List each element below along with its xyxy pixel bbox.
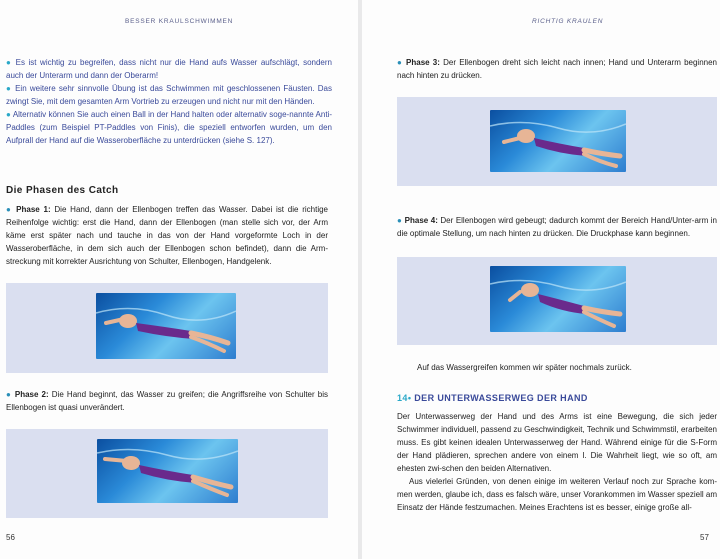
swimmer-image — [97, 439, 238, 503]
section-heading: Die Phasen des Catch — [6, 185, 119, 196]
phase-2-paragraph: ● Phase 2: Die Hand beginnt, das Wasser zu greifen; die Angriffsreihe von Schulter bis Ellenbogen ist quasi unverändert. — [6, 390, 328, 412]
image-frame — [397, 97, 717, 186]
swimmer-image — [490, 266, 626, 332]
bullet-icon: ● — [6, 205, 13, 214]
tip-item: ● Alternativ können Sie auch einen Ball in der Hand halten oder alternativ soge-nannte Anti-Paddles (zum Beispiel PT-Paddles von Finis), die speziell entworfen wurden, um den Aufprall der Hand auf die Wasseroberfläche zu unterdrücken (siehe S. 127). — [6, 110, 333, 145]
image-frame — [6, 429, 328, 518]
section-dot-icon: • — [407, 393, 412, 403]
bullet-icon: ● — [397, 58, 403, 67]
tips-list — [6, 56, 332, 147]
section-title: DER UNTERWASSERWEG DER HAND — [414, 393, 588, 403]
tip-item: ● Es ist wichtig zu begreifen, dass nicht nur die Hand aufs Wasser aufschlägt, sondern auch der Unterarm und dann der Oberarm! — [6, 58, 332, 80]
bullet-icon: ● — [6, 84, 12, 93]
phase-1-paragraph: ● Phase 1: Die Hand, dann der Ellenbogen treffen das Wasser. Dabei ist die richtige Reihenfolge wichtig: erst die Hand, dann der Ellenbogen (man stelle sich vor, der Arm käme erst später nach und tauche in das von der Hand vorgeformte Loch in der Wasseroberfläche, in dem sich auch der Ellenbogen schon befindet), dann die Arm-streckung mit korrekter Ausrichtung von Schulter, Ellenbogen, Handgelenk. — [6, 205, 329, 266]
section-heading — [397, 393, 588, 403]
page-number: 56 — [6, 533, 15, 542]
section-number: 14 — [397, 393, 408, 403]
body-paragraph: Der Unterwasserweg der Hand und des Arms ist eine Bewegung, die sich jeder Schwimmer individuell, passend zu Geschwindigkeit, Technik und Schwimmstil, erarbeiten muss. Es gibt keinen idealen Unterwasserweg der Hand. Während einige für die S-Form der Hand plädieren, sprechen andere von einem I. Die Wahrheit liegt, wie so oft, am ehesten zwi-schen den beiden Alternativen. — [397, 412, 717, 473]
swimmer-image — [96, 293, 236, 359]
bullet-icon: ● — [6, 58, 13, 67]
left-page — [0, 0, 358, 559]
note-text: Auf das Wassergreifen kommen wir später nochmals zurück. — [417, 363, 632, 372]
page-number: 57 — [700, 533, 709, 542]
tip-item: ● Ein weitere sehr sinnvolle Übung ist das Schwimmen mit geschlossenen Fäusten. Das zwingt Sie, mit dem gesamten Arm Vortrieb zu erzeugen und nicht nur mit den Händen. — [6, 84, 332, 106]
running-head: BESSER KRAULSCHWIMMEN — [125, 18, 234, 25]
right-page — [362, 0, 720, 559]
image-frame — [397, 257, 717, 345]
phase-3-paragraph: ● Phase 3: Der Ellenbogen dreht sich leicht nach innen; Hand und Unterarm beginnen nach hinten zu drücken. — [397, 58, 717, 80]
bullet-icon: ● — [6, 110, 11, 119]
swimmer-image — [490, 110, 626, 172]
bullet-icon: ● — [397, 216, 403, 225]
phase-4-paragraph: ● Phase 4: Der Ellenbogen wird gebeugt; dadurch kommt der Bereich Hand/Unter-arm in die optimale Stellung, um nach hinten zu drücken. Die Druckphase kann beginnen. — [397, 216, 717, 238]
bullet-icon: ● — [6, 390, 12, 399]
running-head: RICHTIG KRAULEN — [532, 18, 604, 25]
image-frame — [6, 283, 328, 373]
body-paragraph: Aus vielerlei Gründen, von denen einige im weiteren Verlauf noch zur Sprache kom-men werden, glaube ich, dass es falsch wäre, unser Vorankommen im Wasser speziell am Einsatz der Hände festzumachen. Meines Erachtens ist es besser, einige große all- — [397, 477, 717, 512]
